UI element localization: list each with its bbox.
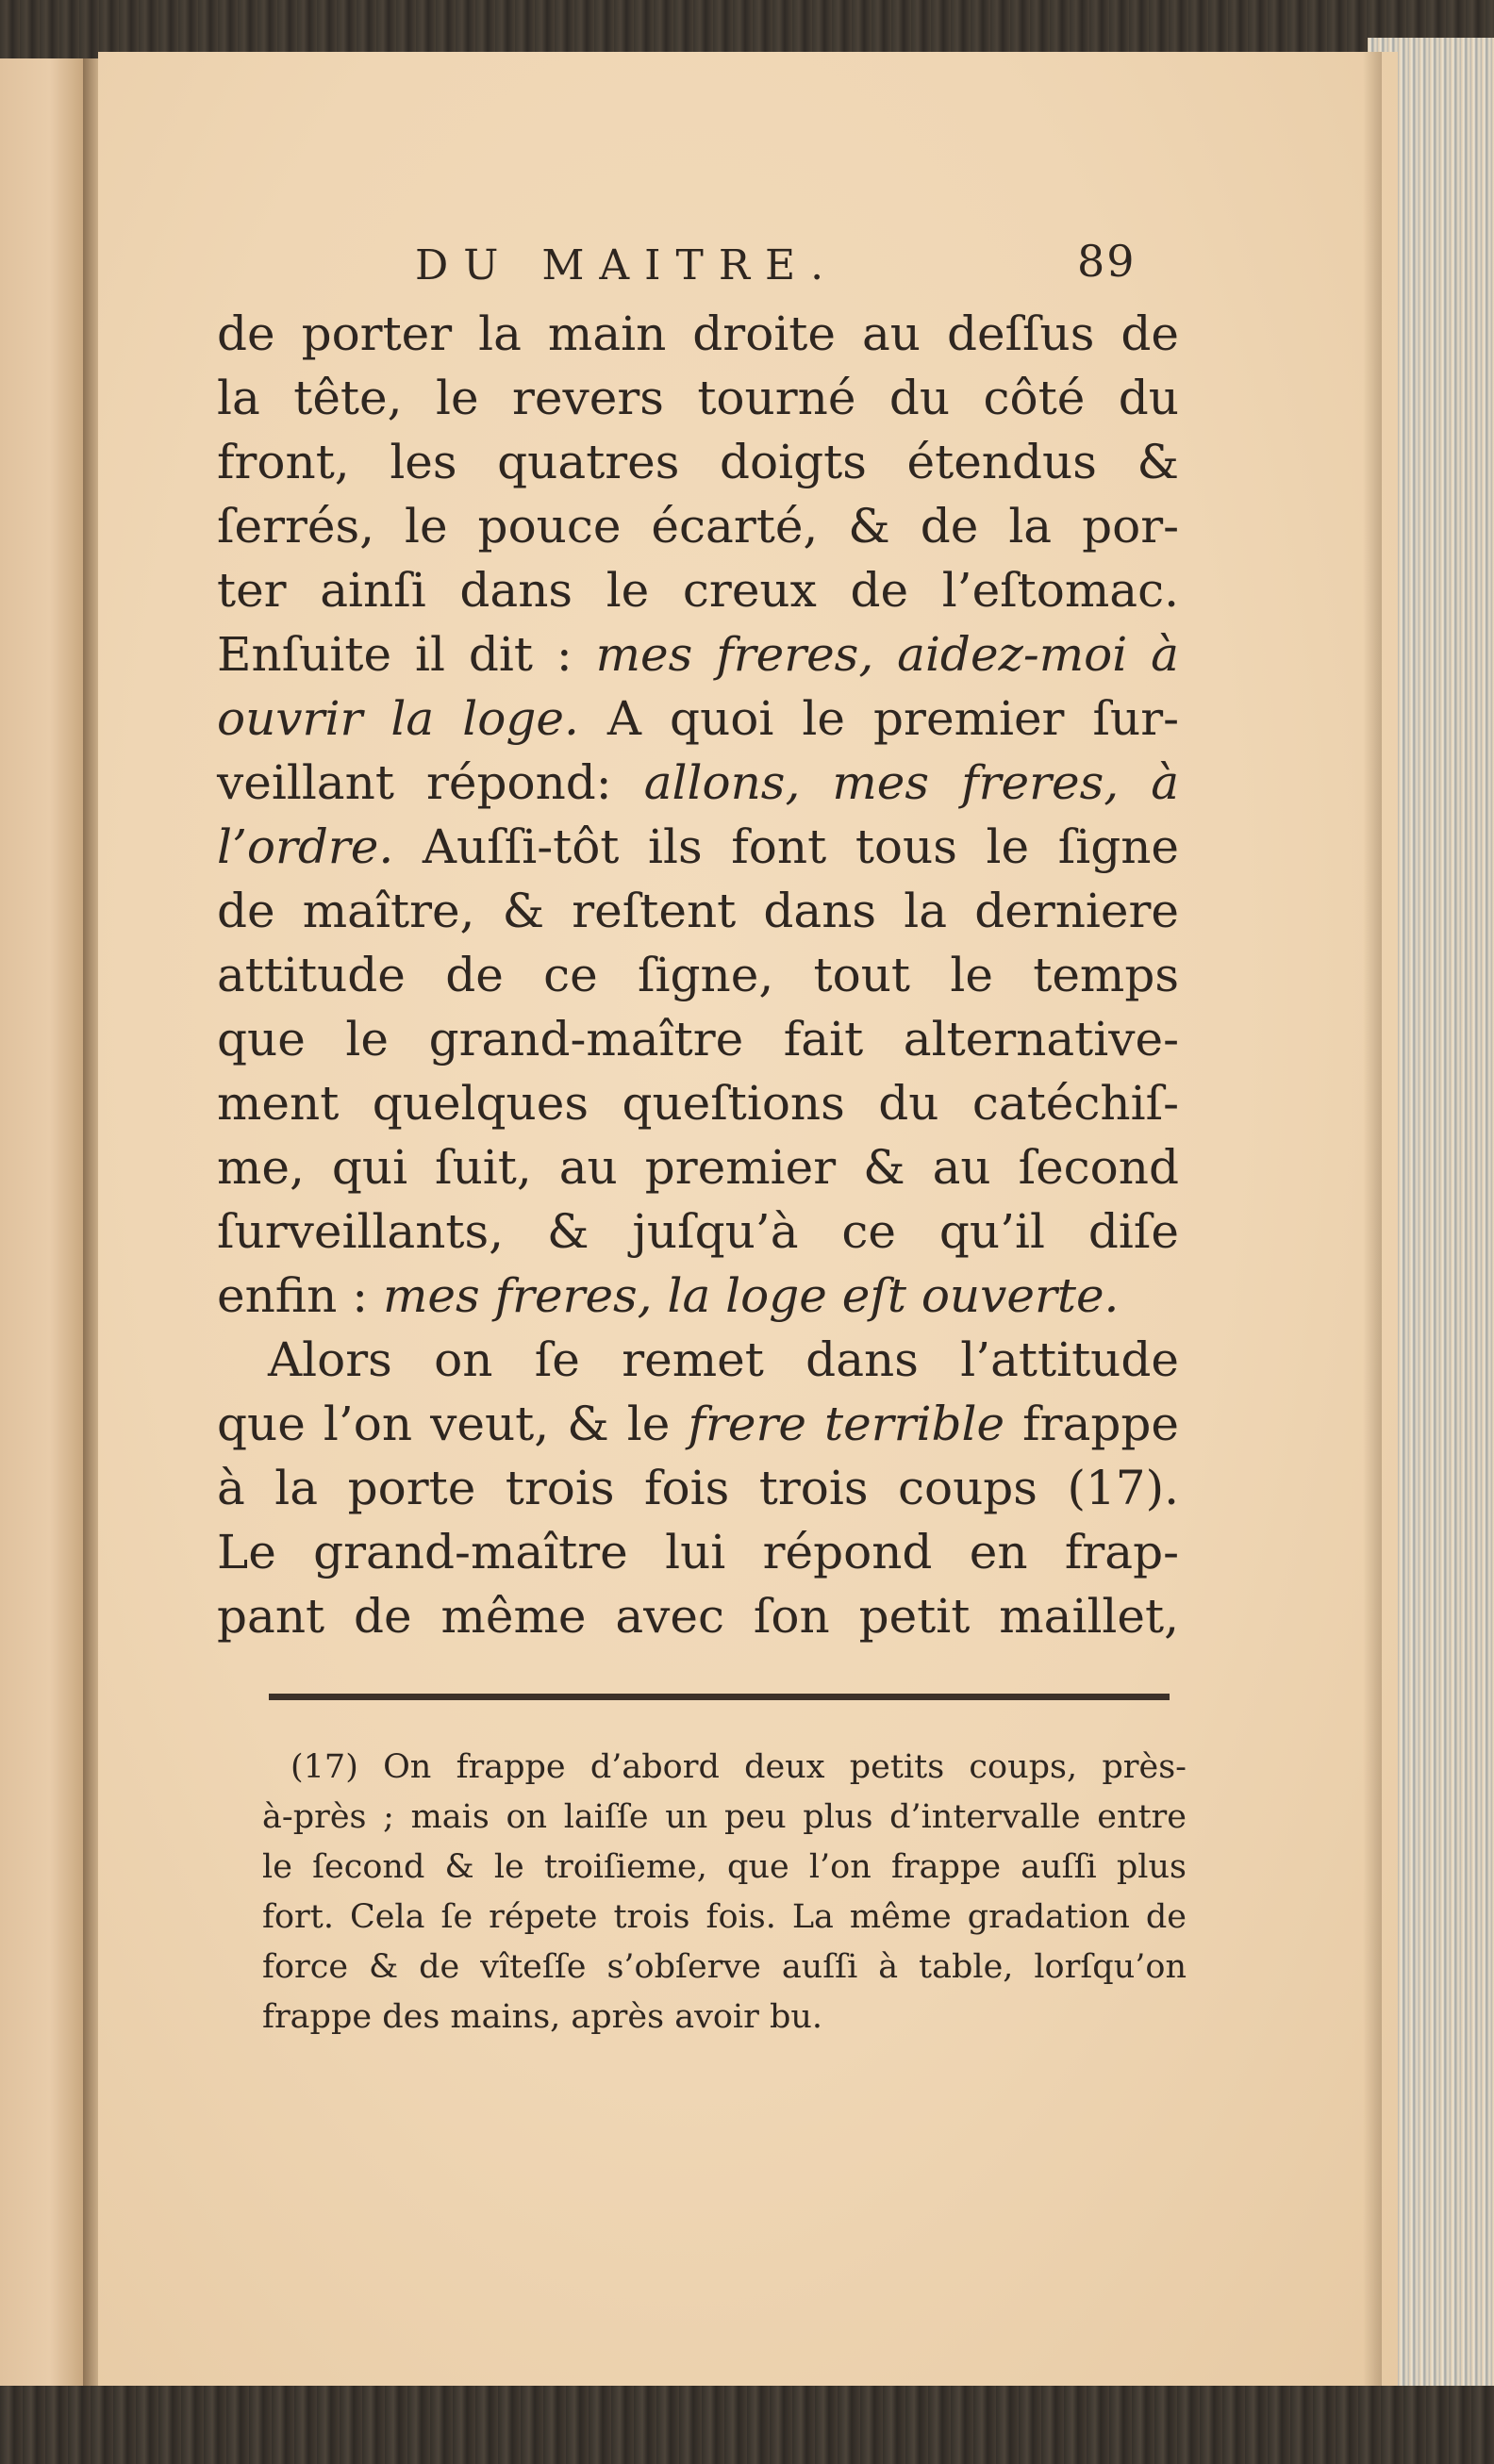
text-run: ſerrés, le pouce écarté, & de la por- bbox=[217, 499, 1179, 554]
page-number: 89 bbox=[1077, 236, 1137, 287]
body-text-line bbox=[217, 751, 1179, 815]
italic-text-run: ouvrir la loge. bbox=[217, 691, 579, 746]
text-run: ment quelques queſtions du catéchiſ- bbox=[217, 1076, 1179, 1131]
binding-bottom-edge bbox=[0, 2386, 1494, 2464]
text-run: frappe bbox=[1004, 1397, 1179, 1451]
body-text-line bbox=[217, 558, 1179, 622]
body-text-line bbox=[217, 1007, 1179, 1071]
body-text-line bbox=[217, 943, 1179, 1007]
text-run: à la porte trois fois trois coups (17). bbox=[217, 1461, 1179, 1515]
running-head-title: DU MAITRE. bbox=[415, 241, 839, 289]
text-run: enfin : bbox=[217, 1268, 383, 1323]
text-run: Alors on ſe remet dans l’attitude bbox=[268, 1332, 1179, 1387]
text-run: me, qui ſuit, au premier & au ſecond bbox=[217, 1140, 1179, 1195]
body-text-line bbox=[217, 1520, 1179, 1584]
body-text-line bbox=[217, 1264, 1179, 1328]
text-run: de porter la main droite au deſſus de bbox=[217, 306, 1179, 361]
text-run: de maître, & reſtent dans la derniere bbox=[217, 884, 1179, 938]
italic-text-run: mes freres, la loge eſt ouverte. bbox=[382, 1268, 1120, 1323]
running-head bbox=[217, 236, 1179, 302]
text-run: front, les quatres doigts étendus & bbox=[217, 435, 1179, 489]
text-run: ſurveillants, & juſqu’à ce qu’il diſe bbox=[217, 1204, 1179, 1259]
body-text-line bbox=[217, 686, 1179, 751]
footnote-separator-rule bbox=[269, 1694, 1170, 1700]
italic-text-run: mes freres, aidez-moi à bbox=[595, 627, 1179, 682]
text-run: la tête, le revers tourné du côté du bbox=[217, 371, 1179, 425]
body-text-line bbox=[217, 1328, 1179, 1392]
body-text-line bbox=[217, 1392, 1179, 1456]
footnote-line: (17) On frappe d’abord deux petits coups, près- bbox=[290, 1748, 1187, 1786]
text-run: que le grand-maître fait alternative- bbox=[217, 1012, 1179, 1067]
body-text-line bbox=[217, 879, 1179, 943]
body-text-line bbox=[217, 366, 1179, 430]
text-run: veillant répond: bbox=[217, 755, 644, 810]
text-run: ter ainſi dans le creux de l’eſtomac. bbox=[217, 563, 1179, 618]
italic-text-run: l’ordre. bbox=[217, 819, 394, 874]
text-run: Enſuite il dit : bbox=[217, 627, 596, 682]
body-text-line bbox=[217, 302, 1179, 366]
text-run: pant de même avec ſon petit maillet, bbox=[217, 1589, 1179, 1644]
body-text-line bbox=[217, 1135, 1179, 1199]
footnote-line: force & de vîteſſe s’obſerve auſſi à table, lorſqu’on bbox=[262, 1948, 1187, 1986]
footnote-block bbox=[262, 1743, 1187, 2042]
page-edge-shadow bbox=[1363, 52, 1382, 2390]
footnote-line: fort. Cela ſe répete trois fois. La même gradation de bbox=[262, 1898, 1187, 1936]
body-text-line bbox=[217, 622, 1179, 686]
body-text-line bbox=[217, 494, 1179, 558]
text-run: A quoi le premier ſur- bbox=[578, 691, 1179, 746]
body-text-line bbox=[217, 1584, 1179, 1648]
body-text-line bbox=[217, 1071, 1179, 1135]
body-text-line bbox=[217, 1199, 1179, 1264]
body-paragraphs bbox=[217, 302, 1179, 1648]
body-text-line bbox=[217, 430, 1179, 494]
text-run: Auſſi-tôt ils font tous le ſigne bbox=[393, 819, 1179, 874]
text-run: Le grand-maître lui répond en frap- bbox=[217, 1525, 1179, 1579]
body-text-line bbox=[217, 1456, 1179, 1520]
italic-text-run: frere terrible bbox=[688, 1397, 1005, 1451]
main-text-block bbox=[217, 236, 1179, 1648]
facing-page-edge bbox=[0, 58, 86, 2388]
text-run: que l’on veut, & le bbox=[217, 1397, 689, 1451]
footnote-line: frappe des mains, après avoir bu. bbox=[262, 1998, 823, 2036]
body-text-line bbox=[217, 815, 1179, 879]
footnote-line: le ſecond & le troiſieme, que l’on frappe auſſi plus bbox=[262, 1848, 1187, 1886]
text-run: attitude de ce ſigne, tout le temps bbox=[217, 948, 1179, 1002]
italic-text-run: allons, mes freres, à bbox=[643, 755, 1180, 810]
footnote-line: à-près ; mais on laiſſe un peu plus d’intervalle entre bbox=[262, 1798, 1187, 1836]
